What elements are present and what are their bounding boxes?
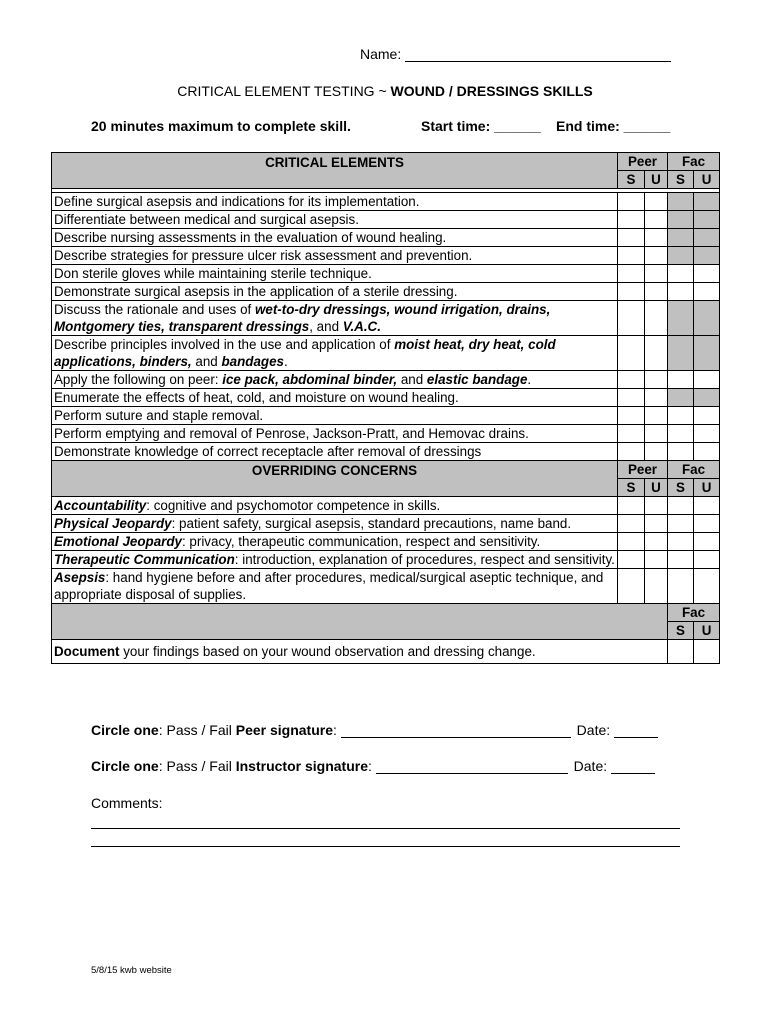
concern-item: Physical Jeopardy: patient safety, surgical asepsis, standard precautions, name band. [52,515,618,533]
peer-u-cell[interactable] [645,247,668,265]
fac-u-cell[interactable] [694,515,720,533]
fac-u-cell[interactable] [694,389,720,407]
table-row [52,247,720,265]
table-row [52,229,720,247]
peer-u-cell[interactable] [645,569,668,604]
time-limit: 20 minutes maximum to complete skill. [91,118,351,134]
critical-item: Define surgical asepsis and indications for its implementation. [52,193,618,211]
peer-u-cell[interactable] [645,371,668,389]
fac-u-cell[interactable] [694,497,720,515]
peer-signature-blank[interactable] [341,723,571,738]
peer-s-cell[interactable] [618,193,645,211]
instructor-signature-row: Circle one: Pass / Fail Instructor signature: Date: [91,758,655,774]
critical-item: Apply the following on peer: ice pack, abdominal binder, and elastic bandage. [52,371,618,389]
skills-checklist-table [51,152,720,664]
concern-item: Therapeutic Communication: introduction, explanation of procedures, respect and sensitivity. [52,551,618,569]
fac-u-cell[interactable] [694,425,720,443]
peer-s-cell[interactable] [618,229,645,247]
table-row [52,533,720,551]
peer-u-cell[interactable] [645,515,668,533]
fac-column-heading: Fac [668,461,720,479]
peer-u-cell[interactable] [645,497,668,515]
peer-s-heading: S [618,479,645,497]
fac-column-heading: Fac [668,604,720,622]
name-blank[interactable] [405,47,671,62]
peer-pass-fail[interactable]: : Pass / Fail [158,722,236,738]
table-row [52,569,720,604]
fac-u-cell[interactable] [694,640,720,664]
fac-s-cell[interactable] [668,425,694,443]
fac-u-heading: U [694,622,720,640]
fac-s-cell[interactable] [668,229,694,247]
table-row [52,336,720,371]
fac-u-cell[interactable] [694,569,720,604]
fac-s-cell[interactable] [668,193,694,211]
fac-s-cell[interactable] [668,533,694,551]
peer-s-cell[interactable] [618,265,645,283]
critical-item: Differentiate between medical and surgical asepsis. [52,211,618,229]
footer-note: 5/8/15 kwb website [91,965,172,976]
table-row [52,193,720,211]
peer-u-cell[interactable] [645,533,668,551]
peer-u-cell[interactable] [645,551,668,569]
fac-s-cell[interactable] [668,265,694,283]
fac-s-cell[interactable] [668,497,694,515]
peer-signature-row: Circle one: Pass / Fail Peer signature: Date: [91,722,658,738]
table-row [52,301,720,336]
table-row [52,515,720,533]
comments-line[interactable] [91,846,680,847]
fac-u-cell[interactable] [694,283,720,301]
fac-u-cell[interactable] [694,301,720,336]
peer-u-cell[interactable] [645,389,668,407]
peer-s-cell[interactable] [618,533,645,551]
peer-u-cell[interactable] [645,229,668,247]
fac-s-heading: S [668,622,694,640]
table-row [52,640,720,664]
fac-column-heading: Fac [668,153,720,171]
fac-s-cell[interactable] [668,407,694,425]
table-row [52,371,720,389]
table-row [52,407,720,425]
peer-u-cell[interactable] [645,443,668,461]
fac-u-cell[interactable] [694,247,720,265]
critical-item: Don sterile gloves while maintaining sterile technique. [52,265,618,283]
peer-column-heading: Peer [618,153,668,171]
fac-u-cell[interactable] [694,371,720,389]
page-title: CRITICAL ELEMENT TESTING ~ WOUND / DRESSINGS SKILLS [177,83,593,99]
fac-s-cell[interactable] [668,640,694,664]
fac-u-cell[interactable] [694,193,720,211]
fac-s-cell[interactable] [668,336,694,371]
instructor-signature-blank[interactable] [376,759,568,774]
peer-s-cell[interactable] [618,569,645,604]
peer-u-cell[interactable] [645,425,668,443]
peer-date-blank[interactable] [614,723,658,738]
table-row [52,551,720,569]
critical-item: Demonstrate knowledge of correct receptacle after removal of dressings [52,443,618,461]
comments-label: Comments: [91,795,163,811]
fac-s-cell[interactable] [668,247,694,265]
peer-s-cell[interactable] [618,301,645,336]
instructor-pass-fail[interactable]: : Pass / Fail [158,758,236,774]
table-row [52,211,720,229]
fac-u-cell[interactable] [694,265,720,283]
fac-u-cell[interactable] [694,443,720,461]
table-row [52,389,720,407]
end-time-field[interactable]: End time: ______ [556,118,671,134]
fac-s-heading: S [668,479,694,497]
fac-u-heading: U [694,171,720,189]
fac-s-cell[interactable] [668,443,694,461]
fac-u-heading: U [694,479,720,497]
instructor-date-blank[interactable] [611,759,655,774]
table-row [52,265,720,283]
fac-s-cell[interactable] [668,389,694,407]
critical-item: Perform emptying and removal of Penrose, Jackson-Pratt, and Hemovac drains. [52,425,618,443]
peer-u-cell[interactable] [645,301,668,336]
peer-u-cell[interactable] [645,283,668,301]
peer-s-cell[interactable] [618,497,645,515]
peer-u-cell[interactable] [645,211,668,229]
fac-s-cell[interactable] [668,283,694,301]
peer-s-cell[interactable] [618,389,645,407]
peer-u-cell[interactable] [645,265,668,283]
peer-u-cell[interactable] [645,193,668,211]
peer-column-heading: Peer [618,461,668,479]
critical-item: Describe nursing assessments in the evaluation of wound healing. [52,229,618,247]
fac-s-cell[interactable] [668,371,694,389]
peer-s-cell[interactable] [618,211,645,229]
critical-item: Discuss the rationale and uses of wet-to-dry dressings, wound irrigation, drains, Montgomery ties, transparent dressings, and V.A.C. [52,301,618,336]
critical-item: Describe strategies for pressure ulcer risk assessment and prevention. [52,247,618,265]
fac-u-cell[interactable] [694,551,720,569]
fac-u-cell[interactable] [694,407,720,425]
critical-item: Demonstrate surgical asepsis in the application of a sterile dressing. [52,283,618,301]
fac-s-cell[interactable] [668,551,694,569]
peer-u-heading: U [645,479,668,497]
name-field-row [360,46,671,62]
fac-u-cell[interactable] [694,229,720,247]
document-section-heading [52,604,668,640]
fac-s-cell[interactable] [668,301,694,336]
table-row [52,425,720,443]
comments-line[interactable] [91,828,680,829]
table-row [52,283,720,301]
fac-s-cell[interactable] [668,569,694,604]
fac-s-heading: S [668,171,694,189]
peer-s-cell[interactable] [618,443,645,461]
table-row [52,497,720,515]
fac-s-cell[interactable] [668,515,694,533]
name-label: Name: [360,46,402,62]
critical-item: Describe principles involved in the use and application of moist heat, dry heat, cold applications, binders, and bandages. [52,336,618,371]
critical-item: Enumerate the effects of heat, cold, and moisture on wound healing. [52,389,618,407]
overriding-concerns-heading: OVERRIDING CONCERNS [52,461,618,497]
fac-s-cell[interactable] [668,211,694,229]
start-time-field[interactable]: Start time: ______ [421,118,541,134]
fac-u-cell[interactable] [694,211,720,229]
peer-s-cell[interactable] [618,407,645,425]
concern-item: Emotional Jeopardy: privacy, therapeutic communication, respect and sensitivity. [52,533,618,551]
peer-u-cell[interactable] [645,336,668,371]
peer-u-cell[interactable] [645,407,668,425]
peer-s-heading: S [618,171,645,189]
fac-u-cell[interactable] [694,533,720,551]
peer-s-cell[interactable] [618,425,645,443]
peer-s-cell[interactable] [618,247,645,265]
concern-item: Accountability: cognitive and psychomotor competence in skills. [52,497,618,515]
peer-s-cell[interactable] [618,371,645,389]
peer-s-cell[interactable] [618,283,645,301]
table-row [52,443,720,461]
critical-item: Perform suture and staple removal. [52,407,618,425]
peer-s-cell[interactable] [618,336,645,371]
critical-elements-heading: CRITICAL ELEMENTS [52,153,618,189]
concern-item: Asepsis: hand hygiene before and after procedures, medical/surgical aseptic technique, and appropriate disposal of supplies. [52,569,618,604]
peer-s-cell[interactable] [618,515,645,533]
peer-s-cell[interactable] [618,551,645,569]
document-item: Document your findings based on your wound observation and dressing change. [52,640,668,664]
peer-u-heading: U [645,171,668,189]
fac-u-cell[interactable] [694,336,720,371]
